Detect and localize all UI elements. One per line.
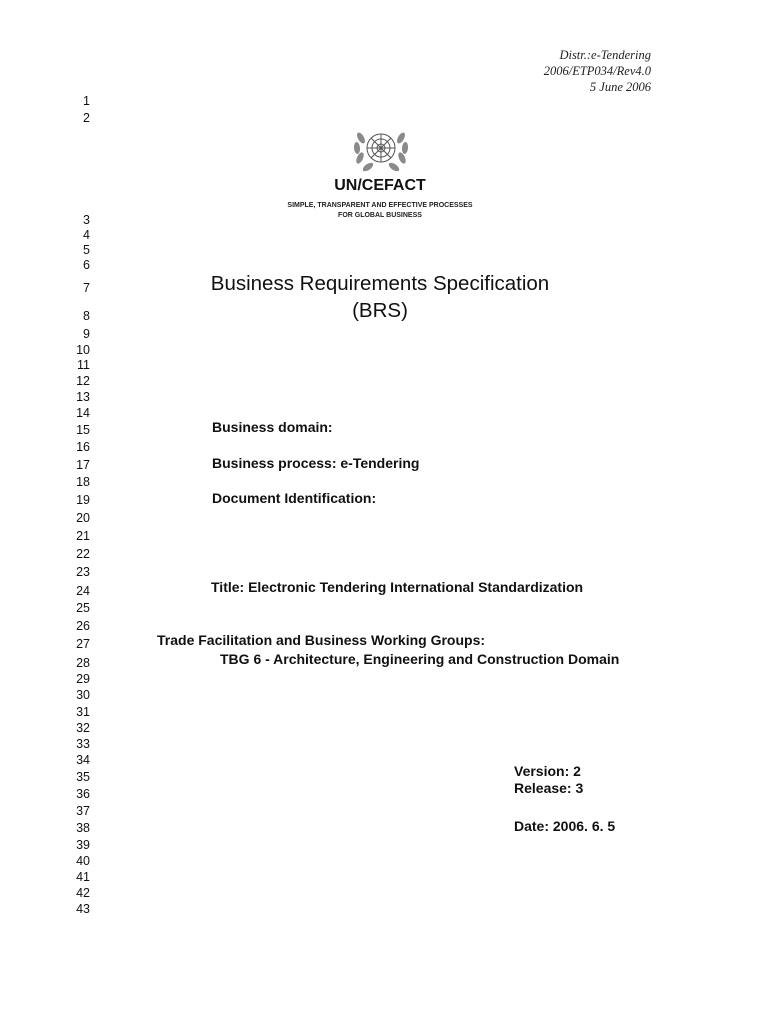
document-title-line: Title: Electronic Tendering International Standardization: [211, 579, 584, 595]
line-number: 8: [83, 309, 90, 323]
line-number: 21: [76, 529, 90, 543]
line-number: 43: [76, 902, 90, 916]
line-number: 42: [76, 886, 90, 900]
line-number: 40: [76, 854, 90, 868]
line-number: 28: [76, 656, 90, 670]
line-number: 18: [76, 475, 90, 489]
line-number: 35: [76, 770, 90, 784]
line-number: 15: [76, 423, 90, 437]
line-number: 24: [76, 584, 90, 598]
distribution-header: [544, 47, 651, 95]
header-date: 5 June 2006: [589, 80, 651, 94]
line-number: 5: [83, 243, 90, 257]
line-number: 3: [83, 213, 90, 227]
version-label: Version: 2: [514, 763, 581, 779]
line-number: 38: [76, 821, 90, 835]
line-number: 34: [76, 753, 90, 767]
doc-reference: 2006/ETP034/Rev4.0: [543, 64, 651, 78]
document-title: Business Requirements Specification: [210, 272, 550, 295]
business-domain-label: Business domain:: [212, 419, 333, 435]
line-number: 14: [76, 406, 90, 420]
line-number: 30: [76, 688, 90, 702]
line-number: 33: [76, 737, 90, 751]
line-numbers: [0, 0, 100, 1024]
line-number: 2: [83, 111, 90, 125]
line-number: 6: [83, 258, 90, 272]
document-identification-label: Document Identification:: [212, 490, 377, 506]
line-number: 20: [76, 511, 90, 525]
line-number: 10: [76, 343, 90, 357]
line-number: 41: [76, 870, 90, 884]
line-number: 26: [76, 619, 90, 633]
line-number: 4: [83, 228, 90, 242]
un-emblem-icon: [349, 124, 413, 178]
line-number: 7: [83, 281, 90, 295]
line-number: 17: [76, 458, 90, 472]
line-number: 23: [76, 565, 90, 579]
tagline-line-2: FOR GLOBAL BUSINESS: [338, 212, 422, 219]
date-label: Date: 2006. 6. 5: [514, 818, 616, 834]
line-number: 16: [76, 440, 90, 454]
tbg-label: TBG 6 - Architecture, Engineering and Construction Domain: [220, 651, 620, 667]
line-number: 9: [83, 327, 90, 341]
line-number: 31: [76, 705, 90, 719]
document-title-block: [150, 270, 610, 324]
release-label: Release: 3: [514, 780, 584, 796]
line-number: 19: [76, 493, 90, 507]
line-number: 27: [76, 637, 90, 651]
org-tagline: [230, 201, 530, 221]
business-process-label: Business process: e-Tendering: [212, 455, 420, 471]
tagline-line-1: SIMPLE, TRANSPARENT AND EFFECTIVE PROCESSES: [287, 202, 473, 209]
line-number: 37: [76, 804, 90, 818]
distr-label: Distr.:e-Tendering: [559, 48, 651, 62]
line-number: 39: [76, 838, 90, 852]
line-number: 29: [76, 672, 90, 686]
line-number: 1: [83, 94, 90, 108]
line-number: 11: [77, 358, 90, 372]
line-number: 12: [76, 374, 90, 388]
line-number: 22: [76, 547, 90, 561]
line-number: 36: [76, 787, 90, 801]
line-number: 25: [76, 601, 90, 615]
document-subtitle: (BRS): [352, 299, 408, 322]
line-number: 13: [76, 390, 90, 404]
line-number: 32: [76, 721, 90, 735]
working-groups-label: Trade Facilitation and Business Working Groups:: [157, 632, 486, 648]
org-name: UN/CEFACT: [334, 177, 426, 194]
